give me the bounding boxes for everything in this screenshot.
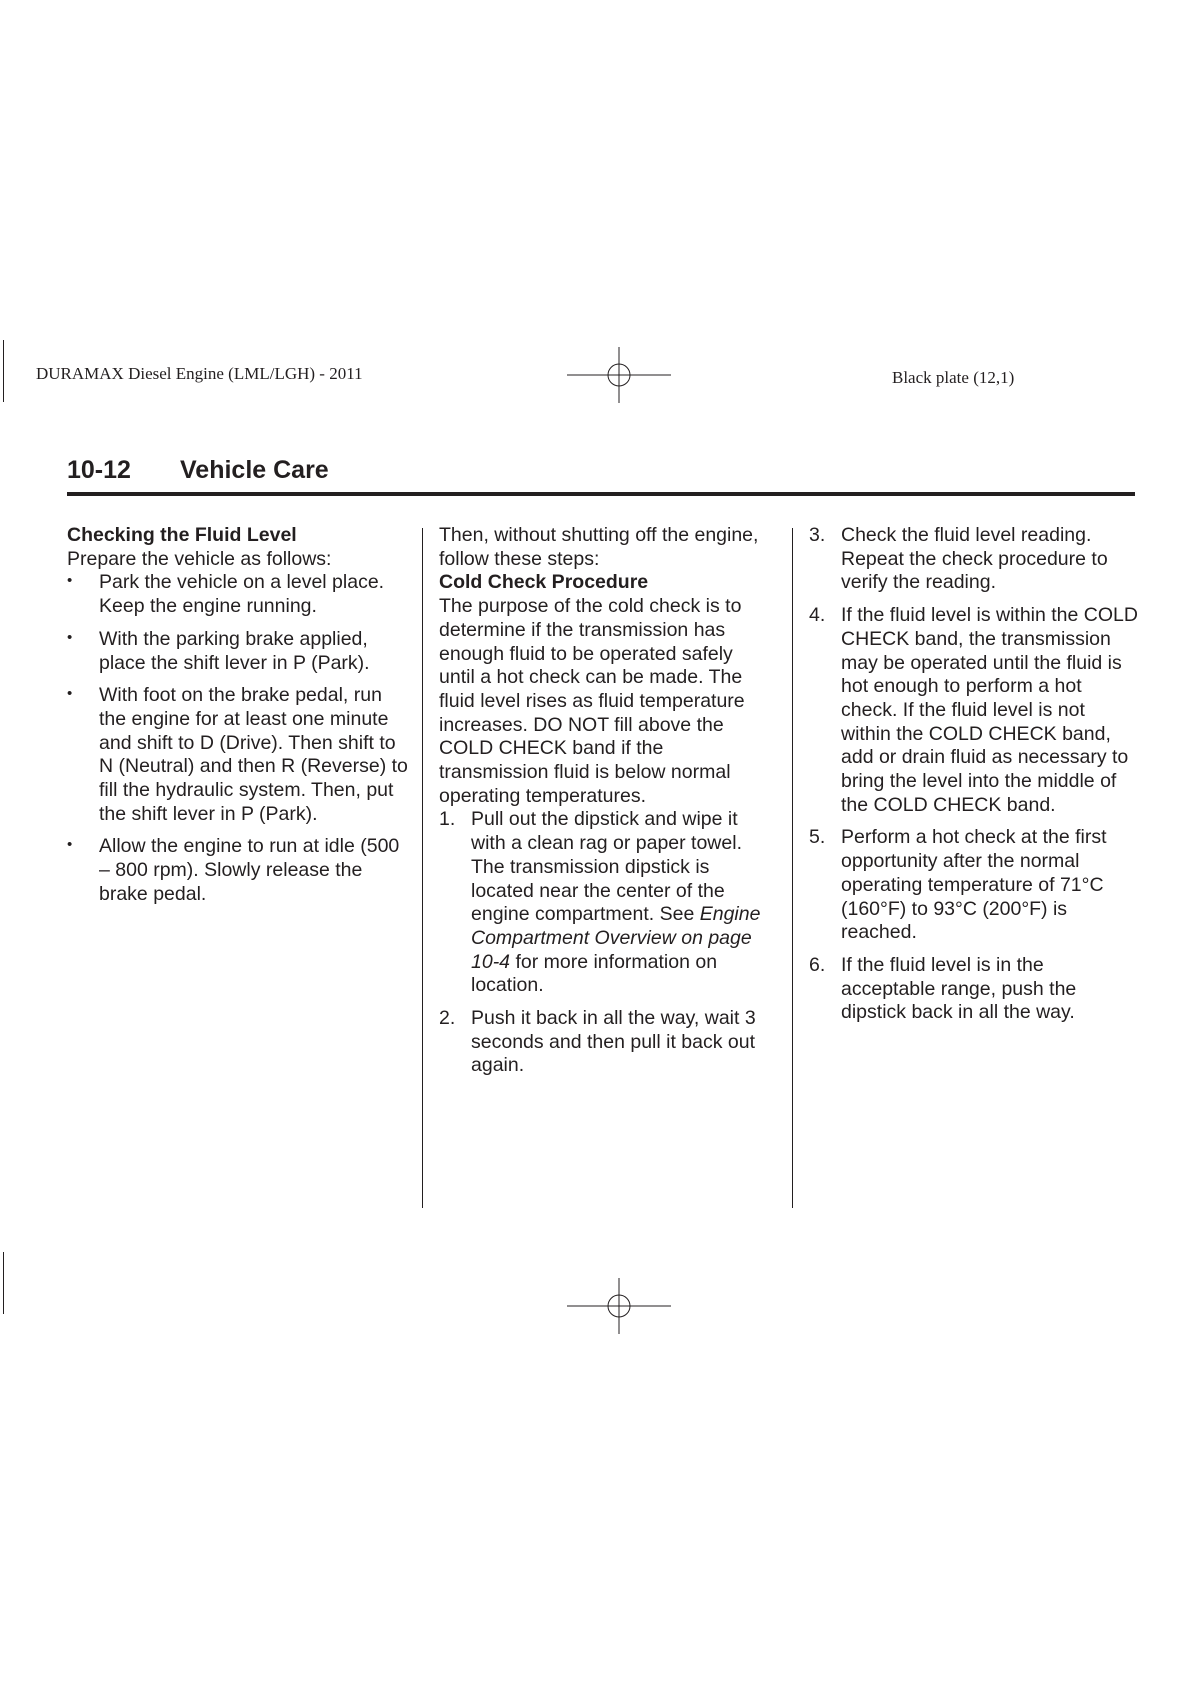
- print-slug-left: DURAMAX Diesel Engine (LML/LGH) - 2011: [36, 364, 363, 383]
- step-number: 2.: [439, 1007, 456, 1030]
- registration-mark-bottom: [567, 1278, 671, 1334]
- column-divider: [792, 528, 793, 1208]
- section-title: Vehicle Care: [180, 456, 329, 484]
- step-text: Perform a hot check at the first opportunity after the normal operating temperature of 71°C (160°F) to 93°C (200°F) is reached.: [841, 826, 1107, 944]
- step-number: 4.: [809, 604, 826, 627]
- bullet-icon: •: [67, 836, 73, 854]
- step-item: [809, 524, 1139, 595]
- procedure-heading: Cold Check Procedure: [439, 571, 649, 594]
- crop-mark-top: [3, 340, 4, 402]
- step-text: Check the fluid level reading. Repeat the check procedure to verify the reading.: [841, 524, 1108, 594]
- step-item: [809, 826, 1139, 945]
- column-2: [439, 524, 769, 1087]
- column-1: [67, 524, 412, 916]
- page-header: [67, 455, 1135, 496]
- list-item: [67, 628, 412, 675]
- registration-mark-top: [567, 347, 671, 403]
- print-slug-right: Black plate (12,1): [892, 368, 1015, 387]
- list-item-text: Allow the engine to run at idle (500 – 800 rpm). Slowly release the brake pedal.: [99, 835, 400, 905]
- step-item: [439, 1007, 769, 1078]
- list-item-text: Park the vehicle on a level place. Keep the engine running.: [99, 571, 385, 618]
- bullet-icon: •: [67, 685, 73, 703]
- bullet-icon: •: [67, 572, 73, 590]
- section-heading: Checking the Fluid Level: [67, 524, 297, 546]
- cross-reference-link[interactable]: Engine Compartment Overview on page 10-4: [471, 903, 761, 973]
- step-number: 5.: [809, 826, 826, 849]
- column-3: [809, 524, 1139, 1034]
- page-number: 10-12: [67, 456, 131, 484]
- column-divider: [422, 528, 423, 1208]
- step-text: If the fluid level is within the COLD CHECK band, the transmission may be operated until the fluid is hot enough to perform a hot check. If the fluid level is not within the COLD CHECK band, add or drain fluid as necessary to bring the level into the middle of the COLD CHECK band.: [841, 604, 1138, 816]
- list-item: [67, 684, 412, 826]
- crop-mark-bottom: [3, 1252, 4, 1314]
- intro-text: Prepare the vehicle as follows:: [67, 547, 332, 570]
- step-item: [809, 954, 1139, 1025]
- step-text: Pull out the dipstick and wipe it with a clean rag or paper towel. The transmission dipstick is located near the center of the engine compartment. See Engine Compartment Overview on page 10-4 for more information on location.: [471, 808, 761, 997]
- step-text: Push it back in all the way, wait 3 seconds and then pull it back out again.: [471, 1007, 756, 1077]
- step-number: 3.: [809, 524, 826, 546]
- intro-text: Then, without shutting off the engine, follow these steps:: [439, 524, 759, 570]
- list-item: [67, 571, 412, 618]
- list-item-text: With foot on the brake pedal, run the engine for at least one minute and shift to D (Drive). Then shift to N (Neutral) and then R (Reverse) to fill the hydraulic system. Then, put the shift lever in P (Park).: [99, 684, 408, 825]
- list-item-text: With the parking brake applied, place the shift lever in P (Park).: [99, 627, 370, 674]
- procedure-paragraph: The purpose of the cold check is to determine if the transmission has enough fluid to be operated safely until a hot check can be made. The fluid level rises as fluid temperature increases. DO NOT fill above the COLD CHECK band if the transmission fluid is below normal operating temperatures.: [439, 595, 745, 807]
- step-item: [439, 808, 769, 998]
- step-text: If the fluid level is in the acceptable range, push the dipstick back in all the way.: [841, 953, 1077, 1024]
- step-number: 1.: [439, 808, 456, 831]
- step-item: [809, 604, 1139, 817]
- list-item: [67, 835, 412, 906]
- step-number: 6.: [809, 953, 826, 976]
- bullet-icon: •: [67, 628, 73, 646]
